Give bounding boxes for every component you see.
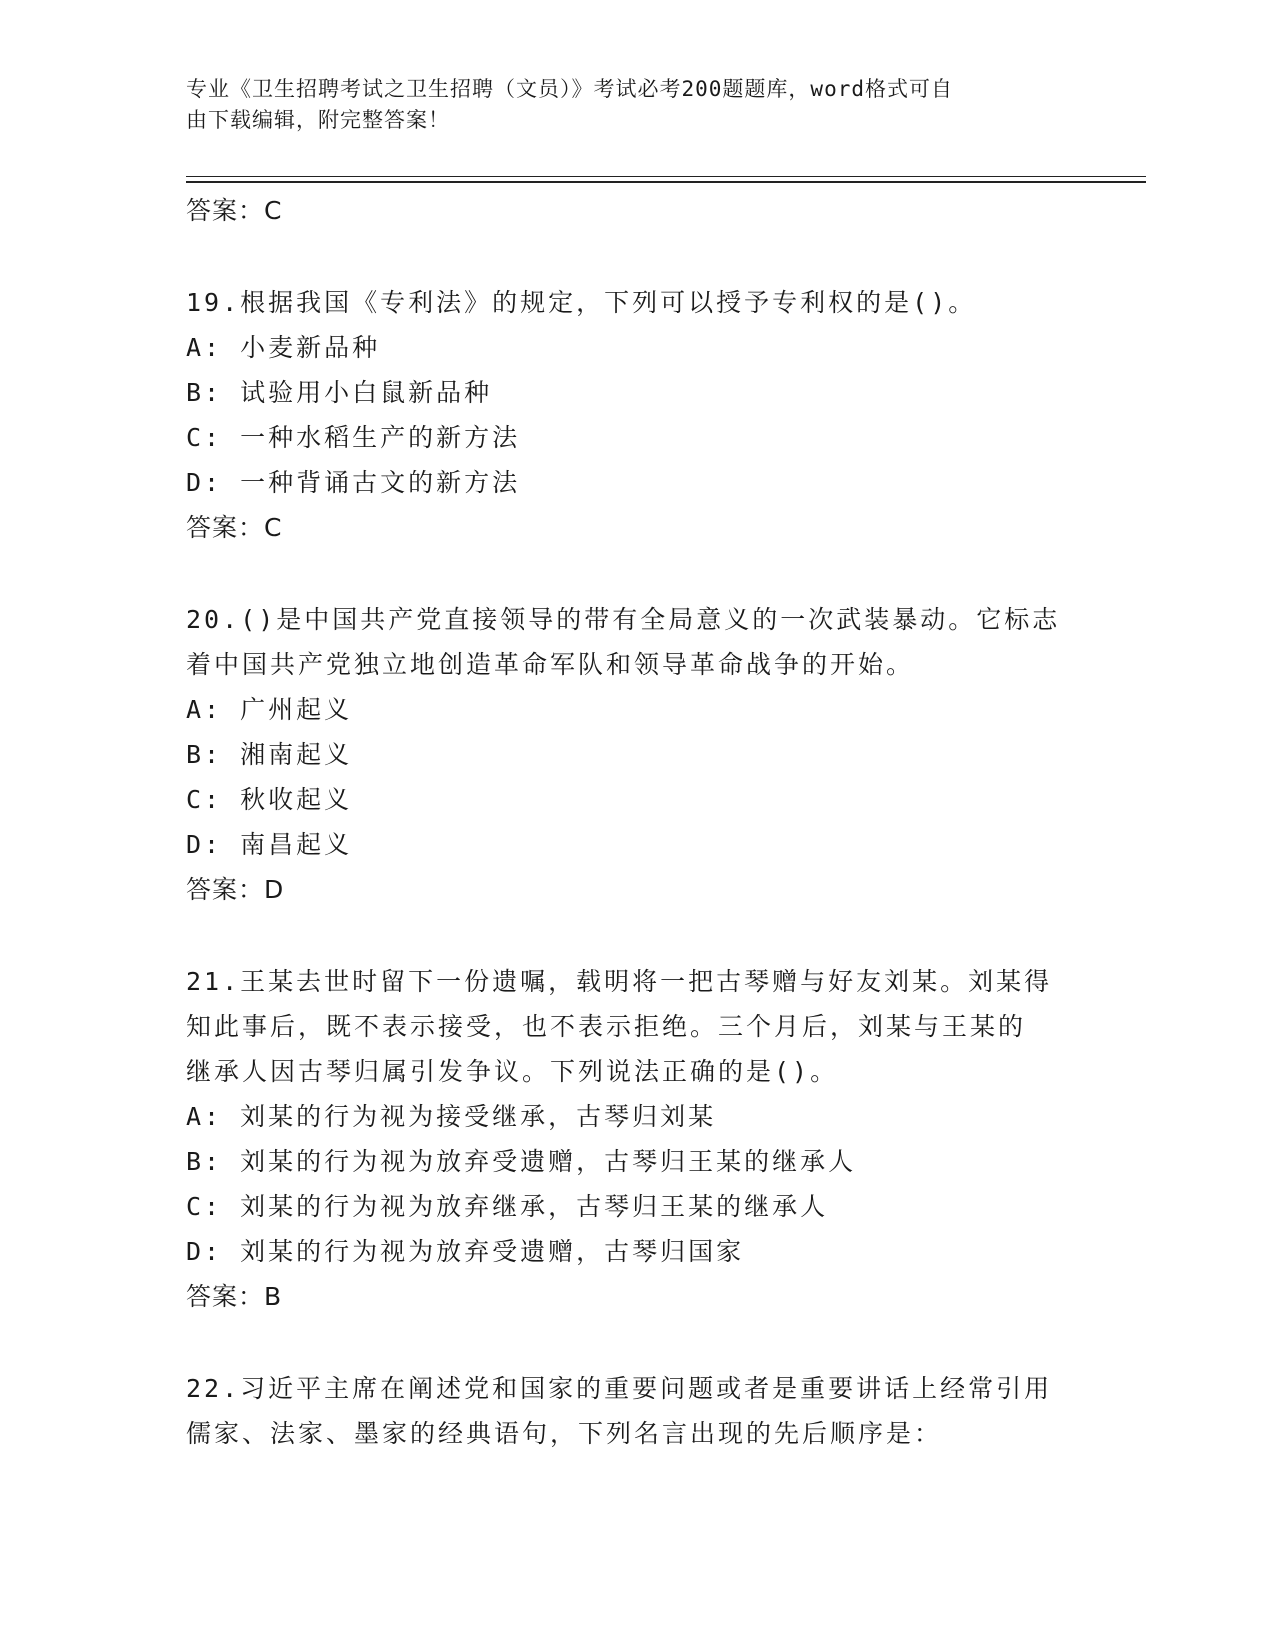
option-d: D: 南昌起义 [186, 830, 353, 859]
question-20 [186, 597, 1086, 912]
answer-label: 答案：B [186, 1282, 283, 1311]
header-line-2: 由下载编辑，附完整答案！ [186, 108, 450, 132]
spacer [186, 550, 1086, 597]
option-c: C: 刘某的行为视为放弃继承，古琴归王某的继承人 [186, 1192, 829, 1221]
stem-line: 21.王某去世时留下一份遗嘱，载明将一把古琴赠与好友刘某。刘某得 [186, 967, 1053, 996]
option-b: B: 湘南起义 [186, 740, 353, 769]
stem-line: 儒家、法家、墨家的经典语句，下列名言出现的先后顺序是： [186, 1419, 943, 1448]
spacer [186, 912, 1086, 959]
answer-label: 答案：C [186, 196, 283, 225]
question-stem [186, 597, 1086, 687]
option-c: C: 一种水稻生产的新方法 [186, 423, 521, 452]
stem-line: 继承人因古琴归属引发争议。下列说法正确的是()。 [186, 1057, 839, 1086]
option-d: D: 一种背诵古文的新方法 [186, 468, 521, 497]
header-divider-thin [186, 176, 1146, 177]
option-a: A: 广州起义 [186, 695, 353, 724]
header-line-1: 专业《卫生招聘考试之卫生招聘（文员）》考试必考200题题库，word格式可自 [186, 77, 953, 101]
spacer [186, 233, 1086, 280]
answer-label: 答案：C [186, 513, 283, 542]
question-19 [186, 280, 1086, 550]
stem-line: 着中国共产党独立地创造革命军队和领导革命战争的开始。 [186, 650, 915, 679]
question-22 [186, 1366, 1086, 1456]
answer-label: 答案：D [186, 875, 285, 904]
option-c: C: 秋收起义 [186, 785, 353, 814]
question-stem [186, 1366, 1086, 1456]
question-21 [186, 959, 1086, 1319]
document-header [186, 74, 1066, 136]
spacer [186, 1319, 1086, 1366]
question-stem [186, 280, 1086, 325]
question-list [186, 188, 1086, 1456]
header-divider-thick [186, 181, 1146, 183]
question-stem [186, 959, 1086, 1094]
stem-line: 知此事后，既不表示接受，也不表示拒绝。三个月后，刘某与王某的 [186, 1012, 1027, 1041]
option-a: A: 刘某的行为视为接受继承，古琴归刘某 [186, 1102, 717, 1131]
stem-line: 20.()是中国共产党直接领导的带有全局意义的一次武装暴动。它标志 [186, 605, 1061, 634]
option-b: B: 刘某的行为视为放弃受遗赠，古琴归王某的继承人 [186, 1147, 857, 1176]
stem-line: 19.根据我国《专利法》的规定，下列可以授予专利权的是()。 [186, 288, 977, 317]
option-d: D: 刘某的行为视为放弃受遗赠，古琴归国家 [186, 1237, 745, 1266]
option-b: B: 试验用小白鼠新品种 [186, 378, 493, 407]
stem-line: 22.习近平主席在阐述党和国家的重要问题或者是重要讲话上经常引用 [186, 1374, 1053, 1403]
option-a: A: 小麦新品种 [186, 333, 381, 362]
